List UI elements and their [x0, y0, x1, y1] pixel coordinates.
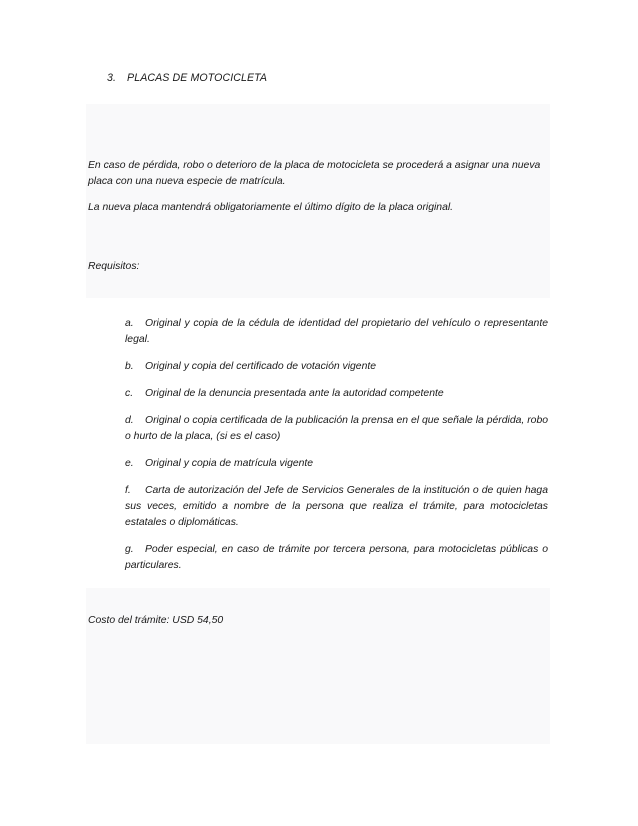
- list-item-text: Original y copia de la cédula de identidad del propietario del vehículo o representante legal.: [125, 318, 548, 345]
- cost-text: Costo del trámite: USD 54,50: [88, 615, 224, 626]
- list-item-letter: g.: [125, 544, 134, 555]
- section-number: 3.: [107, 72, 117, 84]
- intro-paragraph-1: En caso de pérdida, robo o deterioro de la placa de motocicleta se procederá a asignar una nueva placa con una nueva especie de matrícula.: [88, 160, 541, 187]
- list-item-letter: c.: [125, 388, 134, 399]
- list-item-text: Original de la denuncia presentada ante la autoridad competente: [145, 388, 444, 399]
- list-item-letter: f.: [125, 485, 131, 496]
- section-heading: [107, 70, 267, 86]
- list-item: [125, 413, 548, 445]
- list-item: [125, 359, 548, 375]
- list-item-letter: a.: [125, 318, 134, 329]
- list-item-letter: e.: [125, 458, 134, 469]
- requirements-label: Requisitos:: [88, 261, 140, 272]
- list-item-letter: d.: [125, 415, 134, 426]
- list-item-text: Original o copia certificada de la publicación la prensa en el que señale la pérdida, robo o hurto de la placa, (si es el caso): [125, 415, 548, 442]
- requirements-list: [125, 316, 548, 585]
- list-item-text: Original y copia de matrícula vigente: [145, 458, 314, 469]
- intro-paragraph-2: La nueva placa mantendrá obligatoriamente el último dígito de la placa original.: [88, 202, 454, 213]
- background-band-bottom: [86, 588, 550, 744]
- list-item: [125, 456, 548, 472]
- list-item: [125, 542, 548, 574]
- list-item-text: Carta de autorización del Jefe de Servicios Generales de la institución o de quien haga sus veces, emitido a nombre de la persona que realiza el trámite, para motocicletas estatales o diplomáticas.: [125, 485, 548, 528]
- list-item-text: Poder especial, en caso de trámite por tercera persona, para motocicletas públicas o particulares.: [125, 544, 548, 571]
- section-title: PLACAS DE MOTOCICLETA: [127, 72, 268, 84]
- list-item: [125, 386, 548, 402]
- list-item: [125, 316, 548, 348]
- list-item-letter: b.: [125, 361, 134, 372]
- list-item-text: Original y copia del certificado de votación vigente: [145, 361, 377, 372]
- list-item: [125, 483, 548, 531]
